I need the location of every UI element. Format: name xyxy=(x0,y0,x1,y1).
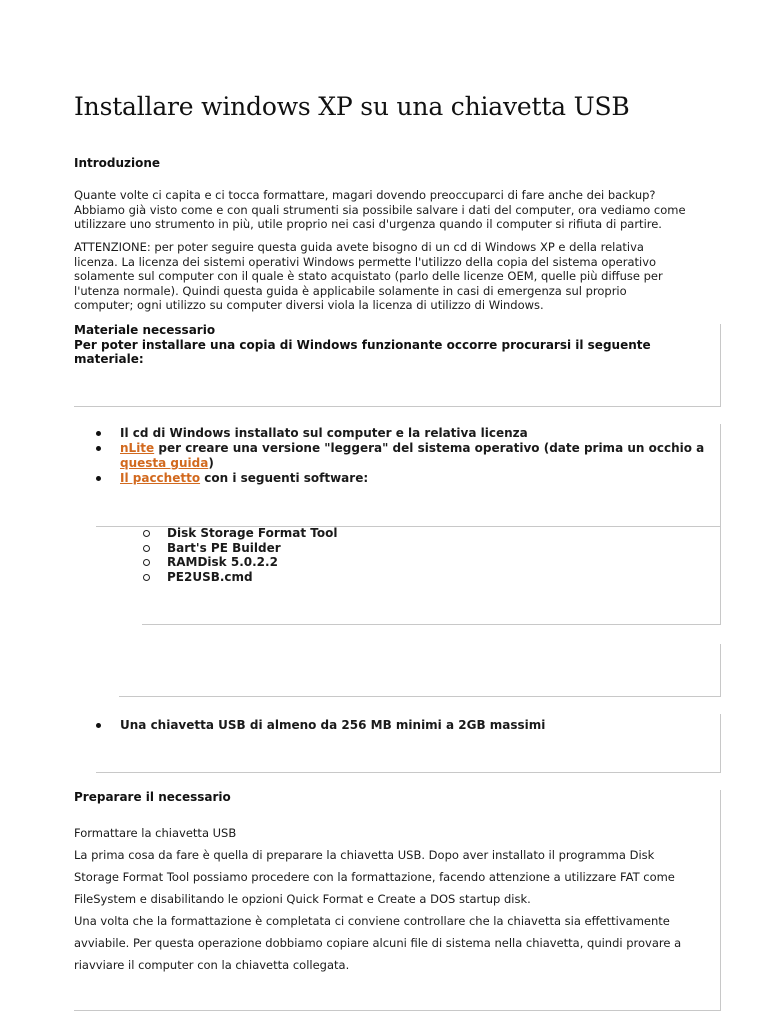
spacer-box xyxy=(119,644,721,697)
intro-p1-line: Abbiamo già visto come e con quali strumenti sia possibile salvare i dati del computer, ora vediamo come xyxy=(74,202,686,217)
list-item-text: per creare una versione "leggera" del sistema operativo (date prima un occhio a xyxy=(154,441,705,455)
prepare-line: FileSystem e disabilitando le opzioni Quick Format e Create a DOS startup disk. xyxy=(74,892,531,906)
materials-lead-line: Per poter installare una copia di Windows funzionante occorre procurarsi il seguente xyxy=(74,337,651,352)
intro-p2-line: ATTENZIONE: per poter seguire questa guida avete bisogno di un cd di Windows XP e della relativa xyxy=(74,240,644,254)
materials-heading: Materiale necessario xyxy=(74,323,216,337)
prepare-line: avviabile. Per questa operazione dobbiamo copiare alcuni file di sistema nella chiavetta, quindi provare a xyxy=(74,936,682,950)
prepare-subheading: Formattare la chiavetta USB xyxy=(74,826,237,840)
intro-p1-line: Quante volte ci capita e ci tocca formattare, magari dovendo preoccuparci di fare anche dei backup? xyxy=(74,188,656,202)
prepare-paragraph xyxy=(74,822,714,976)
list-item xyxy=(96,718,716,733)
prepare-heading: Preparare il necessario xyxy=(74,790,231,804)
questa-guida-link[interactable]: questa guida xyxy=(120,456,209,470)
software-item: Bart's PE Builder xyxy=(143,541,703,556)
intro-p2-line: computer; ogni utilizzo su computer diversi viola la licenza di utilizzo di Windows. xyxy=(74,298,544,313)
intro-paragraph-1 xyxy=(74,188,734,232)
usb-list xyxy=(96,718,716,733)
software-list xyxy=(143,526,703,584)
list-item xyxy=(96,441,716,471)
software-item: Disk Storage Format Tool xyxy=(143,526,703,541)
intro-p2-line: licenza. La licenza dei sistemi operativi Windows permette l'utilizzo della copia del sistema operativo xyxy=(74,254,657,269)
list-item-text: Una chiavetta USB di almeno da 256 MB minimi a 2GB massimi xyxy=(120,718,546,732)
intro-p2-line: solamente sul computer con il quale è stato acquistato (parlo delle licenze OEM, quelle più diffuse per xyxy=(74,269,663,284)
list-item xyxy=(96,471,716,486)
software-item: PE2USB.cmd xyxy=(143,570,703,585)
pacchetto-link[interactable]: Il pacchetto xyxy=(120,471,201,485)
prepare-line: Una volta che la formattazione è completata ci conviene controllare che la chiavetta sia effettivamente xyxy=(74,914,670,928)
intro-p1-line: utilizzare uno strumento in più, utile proprio nei casi d'urgenza quando il computer si rifiuta di partire. xyxy=(74,217,662,232)
intro-p2-line: l'utenza normale). Quindi questa guida è applicabile solamente in casi di emergenza sul proprio xyxy=(74,283,627,298)
prepare-line: La prima cosa da fare è quella di preparare la chiavetta USB. Dopo aver installato il programma Disk xyxy=(74,848,655,862)
list-item-text: Il cd di Windows installato sul computer e la relativa licenza xyxy=(120,426,528,440)
materials-list xyxy=(96,426,716,486)
materials-heading-block xyxy=(74,323,651,367)
list-item-text: con i seguenti software: xyxy=(200,471,369,485)
nlite-link[interactable]: nLite xyxy=(120,441,155,455)
list-item xyxy=(96,426,716,441)
intro-heading: Introduzione xyxy=(74,156,161,170)
page-title: Installare windows XP su una chiavetta USB xyxy=(74,92,630,121)
materials-lead-line: materiale: xyxy=(74,352,144,366)
prepare-line: Storage Format Tool possiamo procedere con la formattazione, facendo attenzione a utilizzare FAT come xyxy=(74,870,675,884)
list-item-text: ) xyxy=(208,456,214,470)
prepare-line: riavviare il computer con la chiavetta collegata. xyxy=(74,958,350,972)
intro-paragraph-2 xyxy=(74,240,734,313)
software-item: RAMDisk 5.0.2.2 xyxy=(143,555,703,570)
